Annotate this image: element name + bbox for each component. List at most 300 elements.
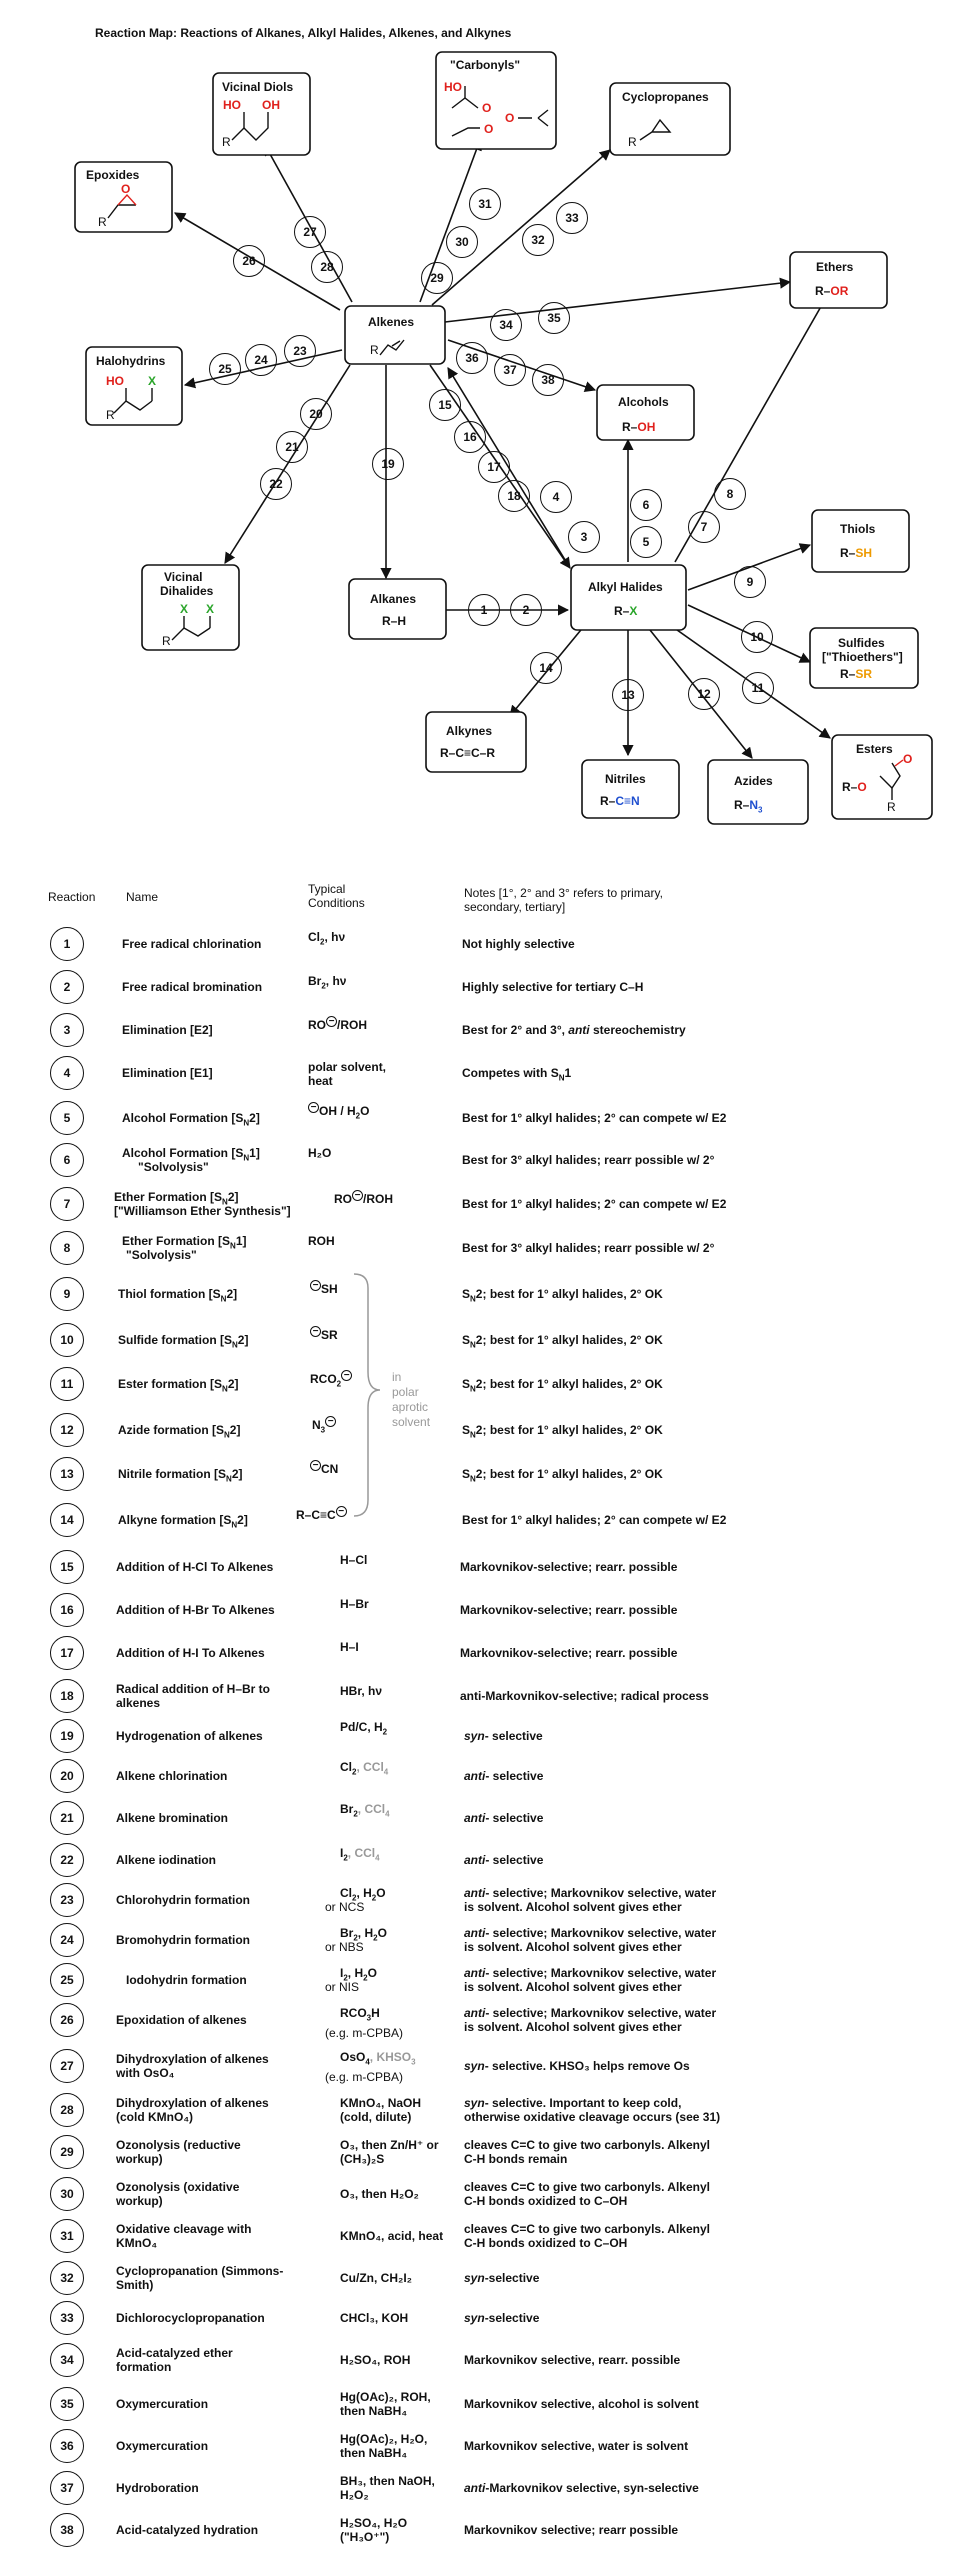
reaction-notes-14: Best for 1° alkyl halides; 2° can compete w/ E2 <box>462 1513 727 1527</box>
reaction-name-8-line1: Ether Formation $[S_N1]$ <box>122 1234 247 1251</box>
reaction-name-7-line1: Ether Formation $[S_N2]$ <box>114 1190 239 1207</box>
azides-n: N <box>749 798 759 812</box>
cond-3: RO − /ROH <box>308 1016 367 1032</box>
cond-14: R–C≡C − <box>296 1506 347 1522</box>
node-sulfides-1: Sulfides <box>838 636 885 650</box>
reaction-number-20: 20 <box>50 1759 84 1793</box>
node-alkanes: Alkanes <box>370 592 417 606</box>
node-halohydrins: Halohydrins <box>96 354 166 368</box>
halohydrins-ho: HO <box>106 374 124 388</box>
reaction-name-27-line2: with OsO₄ <box>116 2066 175 2080</box>
map-reaction-number-3: 3 <box>568 521 600 553</box>
reaction-name-6-line1: Alcohol Formation $[S_N1]$ <box>122 1146 260 1163</box>
sulfides-r: R <box>840 667 849 681</box>
map-reaction-number-12: 12 <box>688 678 720 710</box>
reaction-name-31-line1: Oxidative cleavage with <box>116 2222 252 2236</box>
reaction-name-7-line2: ["Williamson Ether Synthesis"] <box>114 1204 291 1218</box>
esters-formula <box>842 780 867 794</box>
map-reaction-number-16: 16 <box>454 421 486 453</box>
cyclopropanes-r: R <box>628 135 637 149</box>
node-alkyl-halides: Alkyl Halides <box>588 580 663 594</box>
reaction-name-3: Elimination [E2] <box>122 1023 213 1037</box>
reaction-name-37: Hydroboration <box>116 2481 199 2495</box>
map-reaction-number-8: 8 <box>714 478 746 510</box>
cond-34-line1: H₂SO₄, ROH <box>340 2353 411 2367</box>
minus-charge-icon: − <box>308 1102 319 1113</box>
node-alcohols: Alcohols <box>618 395 669 409</box>
dihalides-x2: X <box>206 602 215 616</box>
reaction-number-37: 37 <box>50 2471 84 2505</box>
reaction-map <box>0 0 961 830</box>
reaction-name-35: Oxymercuration <box>116 2397 209 2411</box>
reaction-name-6-line2: "Solvolysis" <box>138 1160 209 1174</box>
node-nitriles: Nitriles <box>605 772 646 786</box>
map-reaction-number-35: 35 <box>538 302 570 334</box>
reaction-notes-1: Not highly selective <box>462 937 575 951</box>
esters-r2: R <box>887 800 896 814</box>
alcohols-formula <box>622 420 655 434</box>
carbonyl-1-ho: HO <box>444 80 462 94</box>
alkanes-formula: R–H <box>382 614 407 628</box>
reaction-notes-29-line1: cleaves C=C to give two carbonyls. Alkenyl <box>464 2138 710 2152</box>
cond-25-line2: or NIS <box>325 1980 360 1994</box>
reaction-name-22: Alkene iodination <box>116 1853 217 1867</box>
map-reaction-number-25: 25 <box>209 353 241 385</box>
cond-27-line2: (e.g. m-CPBA) <box>325 2070 404 2084</box>
minus-charge-icon: − <box>310 1460 321 1471</box>
cond-29-line2: (CH₃)₂S <box>340 2152 385 2166</box>
nitriles-formula <box>600 794 640 808</box>
map-reaction-number-7: 7 <box>688 511 720 543</box>
minus-charge-icon: − <box>341 1370 352 1381</box>
arrow-vicinal-dihalides <box>225 365 350 563</box>
reaction-notes-38: Markovnikov selective; rearr possible <box>464 2523 679 2537</box>
cond-35-line1: Hg(OAc)₂, ROH, <box>340 2390 431 2404</box>
nitriles-cn: C≡N <box>615 794 640 808</box>
reaction-name-17: Addition of H-I To Alkenes <box>116 1646 265 1660</box>
map-reaction-number-11: 11 <box>742 672 774 704</box>
alcohols-bond: – <box>630 420 638 434</box>
map-reaction-number-29: 29 <box>421 262 453 294</box>
cond-4-line2: heat <box>308 1074 333 1088</box>
minus-charge-icon: − <box>336 1506 347 1517</box>
map-reaction-number-34: 34 <box>490 309 522 341</box>
reaction-notes-31-line1: cleaves C=C to give two carbonyls. Alkenyl <box>464 2222 710 2236</box>
cond-24-line2: or NBS <box>325 1940 364 1954</box>
cond-7: RO − /ROH <box>334 1190 393 1206</box>
reaction-name-36: Oxymercuration <box>116 2439 209 2453</box>
reaction-notes-4: Competes with $S_N1$ <box>462 1066 572 1083</box>
reaction-notes-5: Best for 1° alkyl halides; 2° can compete w/ E2 <box>462 1111 727 1125</box>
reaction-notes-22: anti- selective <box>464 1853 544 1867</box>
reaction-notes-28-line1: syn- selective. Important to keep cold, <box>464 2096 682 2110</box>
reaction-name-30-line2: workup) <box>116 2194 163 2208</box>
cond-36-line1: Hg(OAc)₂, H₂O, <box>340 2432 428 2446</box>
reaction-notes-32: syn-selective <box>464 2271 540 2285</box>
reaction-name-21: Alkene bromination <box>116 1811 229 1825</box>
map-reaction-number-19: 19 <box>372 448 404 480</box>
reaction-number-15: 15 <box>50 1550 84 1584</box>
cond-38-line1: H₂SO₄, H₂O <box>340 2516 408 2530</box>
node-carbonyls: "Carbonyls" <box>450 58 521 72</box>
cond-27-line1: OsO$_4$, $KHSO_3$ <box>340 2050 416 2067</box>
cond-26-line2: (e.g. m-CPBA) <box>325 2026 404 2040</box>
node-box-thiols <box>812 510 909 572</box>
reaction-notes-15: Markovnikov-selective; rearr. possible <box>460 1560 678 1574</box>
reaction-name-10: Sulfide formation $[S_N2]$ <box>118 1333 249 1350</box>
reaction-notes-6: Best for 3° alkyl halides; rearr possible w/ 2° <box>462 1153 715 1167</box>
reaction-name-14: Alkyne formation $[S_N2]$ <box>118 1513 248 1530</box>
cond-6: H₂O <box>308 1146 332 1160</box>
map-reaction-number-15: 15 <box>429 389 461 421</box>
reaction-name-28-line2: (cold KMnO₄) <box>116 2110 194 2124</box>
reaction-number-27: 27 <box>50 2049 84 2083</box>
reaction-notes-16: Markovnikov-selective; rearr. possible <box>460 1603 678 1617</box>
node-sulfides-2: ["Thioethers"] <box>822 650 903 664</box>
reaction-notes-11: $S_N2$; best for 1° alkyl halides, 2° OK <box>462 1377 663 1394</box>
reaction-name-18-line1: Radical addition of H–Br to <box>116 1682 271 1696</box>
ethers-formula <box>815 284 848 298</box>
node-alkenes: Alkenes <box>368 315 415 329</box>
minus-charge-icon: − <box>325 1416 336 1427</box>
ethers-bond: – <box>823 284 831 298</box>
sulfides-sr: SR <box>855 667 873 681</box>
reaction-number-24: 24 <box>50 1923 84 1957</box>
reaction-number-31: 31 <box>50 2219 84 2253</box>
reaction-number-29: 29 <box>50 2135 84 2169</box>
map-reaction-number-17: 17 <box>478 451 510 483</box>
node-box-alkanes <box>349 579 446 639</box>
reaction-map-svg <box>0 0 961 830</box>
reaction-notes-24-line1: anti- selective; Markovnikov selective, water <box>464 1926 717 1940</box>
epoxides-r: R <box>98 215 107 229</box>
reaction-name-20: Alkene chlorination <box>116 1769 228 1783</box>
reaction-name-25: Iodohydrin formation <box>126 1973 247 1987</box>
map-reaction-number-1: 1 <box>468 594 500 626</box>
alkenes-r: R <box>370 343 379 357</box>
reaction-name-33: Dichlorocyclopropanation <box>116 2311 265 2325</box>
azides-formula <box>734 798 763 815</box>
reaction-name-29-line1: Ozonolysis (reductive <box>116 2138 241 2152</box>
reaction-notes-23-line1: anti- selective; Markovnikov selective, water <box>464 1886 717 1900</box>
cond-1: $Cl_2$, hν <box>308 930 346 947</box>
cond-18: HBr, hν <box>340 1684 383 1698</box>
reaction-name-11: Ester formation $[S_N2]$ <box>118 1377 239 1394</box>
reaction-number-38: 38 <box>50 2513 84 2547</box>
node-box-azides <box>708 760 808 824</box>
alcohols-oh: OH <box>637 420 656 434</box>
reaction-number-36: 36 <box>50 2429 84 2463</box>
esters-bond: – <box>850 780 858 794</box>
reaction-number-2: 2 <box>50 970 84 1004</box>
sulfides-bond: – <box>848 667 856 681</box>
reaction-notes-37: anti-Markovnikov selective, syn-selective <box>464 2481 699 2495</box>
map-reaction-number-28: 28 <box>311 251 343 283</box>
node-cyclopropanes: Cyclopropanes <box>622 90 709 104</box>
solvent-brace <box>350 1272 390 1522</box>
reaction-number-33: 33 <box>50 2301 84 2335</box>
header-notes-1: Notes [1°, 2° and 3° refers to primary, <box>464 886 663 900</box>
reaction-number-10: 10 <box>50 1323 84 1357</box>
reaction-name-27-line1: Dihydroxylation of alkenes <box>116 2052 269 2066</box>
reaction-number-7: 7 <box>50 1187 84 1221</box>
reaction-notes-28-line2: otherwise oxidative cleavage occurs (see 31) <box>464 2110 721 2124</box>
reaction-number-1: 1 <box>50 927 84 961</box>
reaction-name-30-line1: Ozonolysis (oxidative <box>116 2180 240 2194</box>
reaction-notes-33: syn-selective <box>464 2311 540 2325</box>
reaction-notes-30-line2: C-H bonds oxidized to C–OH <box>464 2194 628 2208</box>
minus-charge-icon: − <box>352 1190 363 1201</box>
minus-charge-icon: − <box>310 1280 321 1291</box>
reaction-notes-3: Best for 2° and 3°, anti stereochemistry <box>462 1023 686 1037</box>
reaction-number-13: 13 <box>50 1457 84 1491</box>
cond-19: Pd/C, $H_2$ <box>340 1720 388 1737</box>
reaction-notes-25-line1: anti- selective; Markovnikov selective, water <box>464 1966 717 1980</box>
reaction-name-32-line2: Smith) <box>116 2278 154 2292</box>
node-vicinal-dihalides-1: Vicinal <box>164 570 203 584</box>
reaction-notes-10: $S_N2$; best for 1° alkyl halides, 2° OK <box>462 1333 663 1350</box>
header-reaction: Reaction <box>48 890 96 904</box>
cond-8: ROH <box>308 1234 335 1248</box>
reaction-notes-35: Markovnikov selective, alcohol is solvent <box>464 2397 699 2411</box>
azides-bond: – <box>742 798 750 812</box>
cond-38-line2: ("H₃O⁺") <box>340 2530 390 2544</box>
diols-oh: OH <box>262 98 280 112</box>
halohydrins-x: X <box>148 374 157 388</box>
reaction-number-6: 6 <box>50 1143 84 1177</box>
map-reaction-number-21: 21 <box>276 431 308 463</box>
reaction-name-8-line2: "Solvolysis" <box>126 1248 197 1262</box>
reaction-notes-26-line2: is solvent. Alcohol solvent gives ether <box>464 2020 682 2034</box>
esters-r: R <box>842 780 851 794</box>
reaction-name-18-line2: alkenes <box>116 1696 161 1710</box>
cond-36-line2: then NaBH₄ <box>340 2446 408 2460</box>
reaction-notes-23-line2: is solvent. Alcohol solvent gives ether <box>464 1900 682 1914</box>
reaction-number-16: 16 <box>50 1593 84 1627</box>
reaction-name-38: Acid-catalyzed hydration <box>116 2523 259 2537</box>
map-title: Reaction Map: Reactions of Alkanes, Alkyl Halides, Alkenes, and Alkynes <box>95 26 512 40</box>
cond-5: − OH / $H_2O$ <box>308 1102 369 1118</box>
reaction-name-16: Addition of H-Br To Alkenes <box>116 1603 275 1617</box>
reaction-notes-24-line2: is solvent. Alcohol solvent gives ether <box>464 1940 682 1954</box>
map-reaction-number-38: 38 <box>532 364 564 396</box>
azides-n-sub: 3 <box>758 805 763 815</box>
map-reaction-number-30: 30 <box>446 226 478 258</box>
node-ethers: Ethers <box>816 260 854 274</box>
node-box-alkyl-halides <box>571 565 686 630</box>
reaction-notes-21: anti- selective <box>464 1811 544 1825</box>
map-reaction-number-24: 24 <box>245 344 277 376</box>
esters-o1: O <box>857 780 867 794</box>
cond-37-line2: H₂O₂ <box>340 2488 369 2502</box>
cond-23-line2: or NCS <box>325 1900 365 1914</box>
diols-r: R <box>222 135 231 149</box>
reaction-number-30: 30 <box>50 2177 84 2211</box>
reaction-number-12: 12 <box>50 1413 84 1447</box>
reaction-name-34-line1: Acid-catalyzed ether <box>116 2346 233 2360</box>
alkyl-halides-bond: – <box>622 604 630 618</box>
node-box-nitriles <box>582 760 679 818</box>
reaction-number-14: 14 <box>50 1503 84 1537</box>
reaction-number-4: 4 <box>50 1056 84 1090</box>
reaction-notes-29-line2: C-H bonds remain <box>464 2152 568 2166</box>
ethers-or: OR <box>830 284 849 298</box>
alkyl-halides-formula <box>614 604 637 618</box>
thiols-sh: SH <box>855 546 873 560</box>
reaction-name-2: Free radical bromination <box>122 980 263 994</box>
reaction-notes-17: Markovnikov-selective; rearr. possible <box>460 1646 678 1660</box>
reaction-notes-27: syn- selective. KHSO₃ helps remove Os <box>464 2059 690 2073</box>
cond-16: H–Br <box>340 1597 369 1611</box>
reaction-number-35: 35 <box>50 2387 84 2421</box>
reaction-name-23: Chlorohydrin formation <box>116 1893 250 1907</box>
reaction-name-29-line2: workup) <box>116 2152 163 2166</box>
node-epoxides: Epoxides <box>86 168 140 182</box>
brace-label: in polar aprotic solvent <box>392 1370 431 1429</box>
cond-25-line1: $I_2$, $H_2O$ <box>340 1966 377 1983</box>
carbonyl-2-o: O <box>505 111 515 125</box>
map-reaction-number-22: 22 <box>260 468 292 500</box>
reaction-notes-9: $S_N2$; best for 1° alkyl halides, 2° OK <box>462 1287 663 1304</box>
halohydrins-r: R <box>106 408 115 422</box>
reaction-name-12: Azide formation $[S_N2]$ <box>118 1423 241 1440</box>
alkynes-formula: R–C≡C–R <box>440 746 496 760</box>
cond-11: $RCO_2-$ <box>310 1370 352 1386</box>
cond-20: $Cl_2$, CCl$_4$ <box>340 1760 389 1777</box>
reaction-number-3: 3 <box>50 1013 84 1047</box>
minus-charge-icon: − <box>310 1326 321 1337</box>
carbonyl-3-o: O <box>484 122 494 136</box>
alkyl-halides-r: R <box>614 604 623 618</box>
map-reaction-number-31: 31 <box>469 188 501 220</box>
node-vicinal-dihalides-2: Dihalides <box>160 584 214 598</box>
reaction-number-17: 17 <box>50 1636 84 1670</box>
esters-o2: O <box>903 752 913 766</box>
cond-26-line1: $RCO_3H$ <box>340 2006 380 2023</box>
dihalides-r: R <box>162 634 171 648</box>
cond-31-line1: KMnO₄, acid, heat <box>340 2229 444 2243</box>
reaction-name-26: Epoxidation of alkenes <box>116 2013 247 2027</box>
reaction-number-32: 32 <box>50 2261 84 2295</box>
reaction-notes-31-line2: C-H bonds oxidized to C–OH <box>464 2236 628 2250</box>
dihalides-x1: X <box>180 602 189 616</box>
cond-28-line2: (cold, dilute) <box>340 2110 412 2124</box>
map-reaction-number-5: 5 <box>630 526 662 558</box>
reaction-name-1: Free radical chlorination <box>122 937 262 951</box>
node-alkynes: Alkynes <box>446 724 493 738</box>
cond-13: − CN <box>310 1460 338 1476</box>
reaction-name-5: Alcohol Formation $[S_N2]$ <box>122 1111 260 1128</box>
ethers-r: R <box>815 284 824 298</box>
reaction-number-34: 34 <box>50 2343 84 2377</box>
map-reaction-number-13: 13 <box>612 679 644 711</box>
nitriles-bond: – <box>608 794 616 808</box>
reaction-notes-34: Markovnikov selective, rearr. possible <box>464 2353 681 2367</box>
cond-29-line1: O₃, then Zn/H⁺ or <box>340 2138 439 2152</box>
map-reaction-number-20: 20 <box>300 398 332 430</box>
reaction-name-32-line1: Cyclopropanation (Simmons- <box>116 2264 284 2278</box>
reaction-name-34-line2: formation <box>116 2360 172 2374</box>
map-reaction-number-14: 14 <box>530 652 562 684</box>
cond-30-line1: O₃, then H₂O₂ <box>340 2187 419 2201</box>
map-reaction-number-10: 10 <box>741 621 773 653</box>
cond-37-line1: BH₃, then NaOH, <box>340 2474 435 2488</box>
map-reaction-number-27: 27 <box>294 216 326 248</box>
cond-28-line1: KMnO₄, NaOH <box>340 2096 422 2110</box>
reaction-notes-19: syn- selective <box>464 1729 543 1743</box>
cond-22: $I_2$, CCl$_4$ <box>340 1846 380 1863</box>
map-reaction-number-33: 33 <box>556 202 588 234</box>
alcohols-r: R <box>622 420 631 434</box>
reaction-notes-8: Best for 3° alkyl halides; rearr possible w/ 2° <box>462 1241 715 1255</box>
map-reaction-number-23: 23 <box>284 335 316 367</box>
epoxides-o: O <box>121 182 131 196</box>
reaction-notes-20: anti- selective <box>464 1769 544 1783</box>
cond-12: $N_3-$ <box>312 1416 336 1432</box>
thiols-formula <box>840 546 872 560</box>
header-conditions-1: Typical <box>308 882 346 896</box>
alkyl-halides-x: X <box>629 604 638 618</box>
map-reaction-number-2: 2 <box>510 594 542 626</box>
diols-ho: HO <box>223 98 241 112</box>
cond-15: H–Cl <box>340 1553 368 1567</box>
reaction-notes-2: Highly selective for tertiary C–H <box>462 980 644 994</box>
reaction-number-21: 21 <box>50 1801 84 1835</box>
minus-charge-icon: − <box>326 1016 337 1027</box>
reaction-number-26: 26 <box>50 2003 84 2037</box>
reaction-notes-25-line2: is solvent. Alcohol solvent gives ether <box>464 1980 682 1994</box>
carbonyl-1-o: O <box>482 101 492 115</box>
cond-10: − SR <box>310 1326 338 1342</box>
cond-21: $Br_2$, CCl$_4$ <box>340 1802 390 1819</box>
reaction-number-23: 23 <box>50 1883 84 1917</box>
reaction-number-25: 25 <box>50 1963 84 1997</box>
sulfides-formula <box>840 667 872 681</box>
cond-4-line1: polar solvent, <box>308 1060 387 1074</box>
reaction-name-31-line2: KMnO₄ <box>116 2236 158 2250</box>
node-vicinal-diols: Vicinal Diols <box>222 80 294 94</box>
reaction-number-19: 19 <box>50 1719 84 1753</box>
reaction-name-13: Nitrile formation $[S_N2]$ <box>118 1467 243 1484</box>
header-notes-2: secondary, tertiary] <box>464 900 566 914</box>
cond-23-line1: $Cl_2$, $H_2O$ <box>340 1886 386 1903</box>
cond-9: − SH <box>310 1280 338 1296</box>
cond-35-line2: then NaBH₄ <box>340 2404 408 2418</box>
reaction-notes-36: Markovnikov selective, water is solvent <box>464 2439 689 2453</box>
map-reaction-number-18: 18 <box>498 480 530 512</box>
reaction-name-19: Hydrogenation of alkenes <box>116 1729 263 1743</box>
node-thiols: Thiols <box>840 522 876 536</box>
reaction-number-8: 8 <box>50 1231 84 1265</box>
cond-17: H–I <box>340 1640 359 1654</box>
azides-r: R <box>734 798 743 812</box>
reaction-notes-30-line1: cleaves C=C to give two carbonyls. Alkenyl <box>464 2180 710 2194</box>
reaction-number-9: 9 <box>50 1277 84 1311</box>
map-reaction-number-6: 6 <box>630 489 662 521</box>
reaction-name-15: Addition of H-Cl To Alkenes <box>116 1560 274 1574</box>
reaction-notes-13: $S_N2$; best for 1° alkyl halides, 2° OK <box>462 1467 663 1484</box>
map-reaction-number-26: 26 <box>233 245 265 277</box>
node-box-alkynes <box>426 712 526 772</box>
reaction-notes-26-line1: anti- selective; Markovnikov selective, water <box>464 2006 717 2020</box>
reaction-notes-7: Best for 1° alkyl halides; 2° can compete w/ E2 <box>462 1197 727 1211</box>
node-azides: Azides <box>734 774 773 788</box>
reaction-number-11: 11 <box>50 1367 84 1401</box>
cond-33-line1: CHCl₃, KOH <box>340 2311 409 2325</box>
map-reaction-number-36: 36 <box>456 342 488 374</box>
node-esters: Esters <box>856 742 893 756</box>
header-name: Name <box>126 890 159 904</box>
